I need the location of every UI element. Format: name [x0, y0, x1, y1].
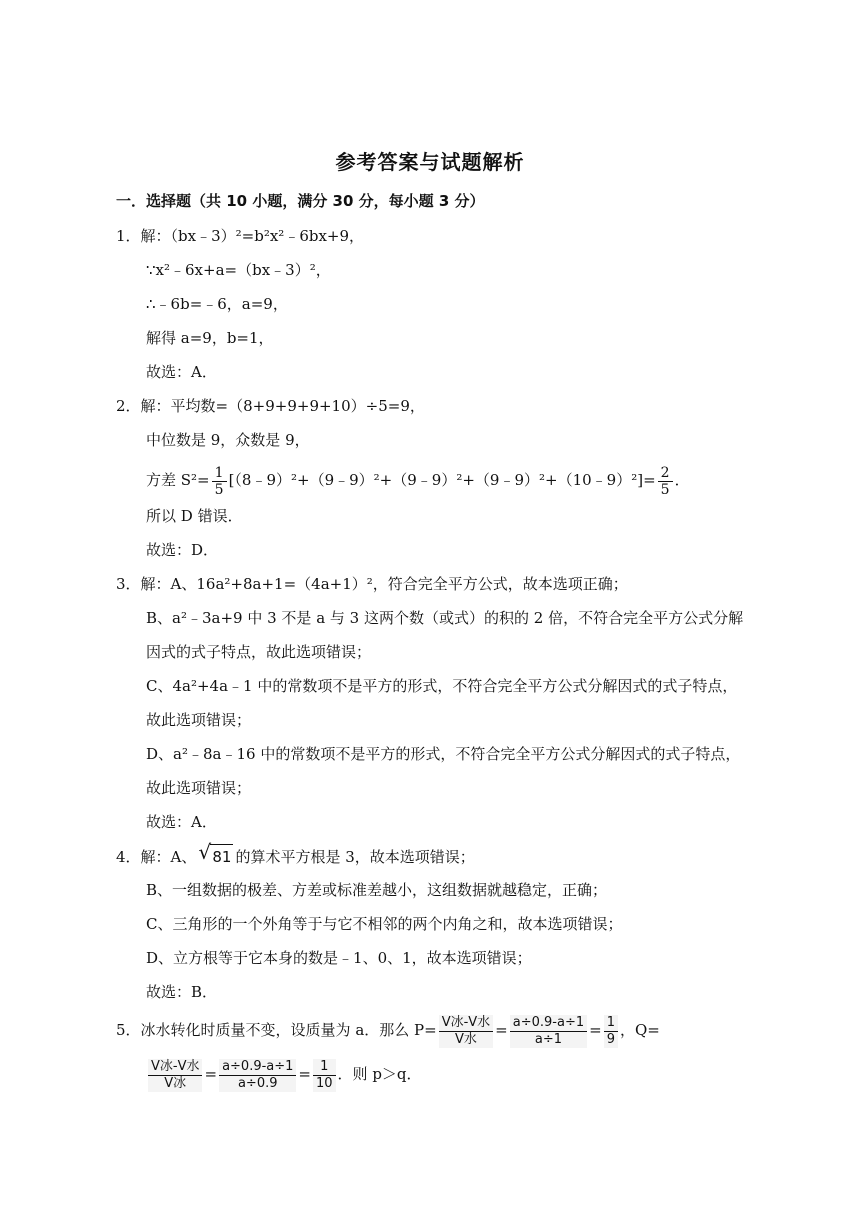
fraction-q-result — [313, 1059, 336, 1092]
q3-line8: 故选：A． — [146, 813, 217, 831]
q3-line4: C、4a²+4a﹣1 中的常数项不是平方的形式，不符合完全平方公式分解因式的式子特点， — [146, 677, 738, 695]
fraction-denominator: V冰 — [164, 1075, 187, 1091]
fraction-denominator: a÷0.9 — [237, 1075, 278, 1091]
fraction-numerator: V冰-V水 — [148, 1059, 202, 1076]
fraction-denominator: 9 — [606, 1031, 615, 1047]
q5-line1: 5．冰水转化时质量不变，设质量为 a．那么 P= $\frac{\text{V冰-V水}}{\text{V水}}$ = $\frac{a\div 0.9-a\div 1}{a\div 1}$ = $\frac{1}{9}$ ，Q= — [116, 1014, 660, 1047]
fraction-numerator: 2 — [658, 465, 673, 482]
fraction-one-fifth — [212, 465, 227, 498]
fraction-q-mass — [219, 1059, 296, 1092]
q2-variance-end: ． — [674, 471, 690, 489]
fraction-denominator: 5 — [660, 481, 670, 498]
q2-line4: 所以 D 错误． — [146, 507, 243, 525]
q3-line3: 因式的式子特点，故此选项错误； — [146, 643, 372, 661]
radicand: 81 — [210, 844, 233, 869]
q2-line5: 故选：D． — [146, 541, 219, 559]
fraction-numerator: 1 — [212, 465, 227, 482]
q3-line7: 故此选项错误； — [146, 779, 252, 797]
q2-line1: 2．解：平均数=（8+9+9+9+10）÷5=9， — [116, 397, 425, 415]
radical-sign: √ — [198, 840, 212, 864]
fraction-numerator: 1 — [313, 1059, 336, 1076]
q1-line4: 解得 a=9，b=1， — [146, 329, 274, 347]
q4-line3: C、三角形的一个外角等于与它不相邻的两个内角之和，故本选项错误； — [146, 915, 623, 933]
q5-line2-suffix: ．则 p＞q． — [337, 1065, 422, 1083]
q5-line2: $\frac{\text{V冰-V水}}{\text{V冰}}$ = $\frac{a\div 0.9-a\div 1}{a\div 0.9}$ = $\frac{1}{10}$ ．则 p＞q． — [146, 1054, 422, 1094]
fraction-numerator: 1 — [604, 1015, 618, 1032]
q3-line5: 故此选项错误； — [146, 711, 252, 729]
q2-variance-prefix: 方差 S²= — [146, 471, 210, 489]
fraction-numerator: V冰-V水 — [439, 1015, 493, 1032]
q1-line1: 1．解：（bx﹣3）²=b²x²﹣6bx+9， — [116, 227, 365, 245]
q1-line5: 故选：A． — [146, 363, 217, 381]
q4-line2: B、一组数据的极差、方差或标准差越小，这组数据就越稳定，正确； — [146, 881, 608, 899]
q3-line2: B、a²﹣3a+9 中 3 不是 a 与 3 这两个数（或式）的积的 2 倍，不符合完全平方公式分解 — [146, 609, 744, 627]
fraction-denominator: 10 — [316, 1075, 333, 1091]
fraction-p-mass — [510, 1015, 587, 1048]
fraction-denominator: 5 — [214, 481, 224, 498]
fraction-numerator: a÷0.9-a÷1 — [219, 1059, 296, 1076]
q4-line5: 故选：B． — [146, 983, 218, 1001]
q4-line4: D、立方根等于它本身的数是﹣1、0、1，故本选项错误； — [146, 949, 532, 967]
fraction-denominator: V水 — [454, 1031, 477, 1047]
q2-line2: 中位数是 9，众数是 9， — [146, 431, 310, 449]
fraction-denominator: a÷1 — [534, 1031, 562, 1047]
q4-line1-suffix: 的算术平方根是 3，故本选项错误； — [235, 848, 475, 866]
page-title: 参考答案与试题解析 — [335, 150, 525, 174]
fraction-two-fifths — [658, 465, 673, 498]
q2-variance-body: [（8﹣9）²+（9﹣9）²+（9﹣9）²+（9﹣9）²+（10﹣9）²]= — [228, 471, 656, 489]
fraction-p-volume — [439, 1015, 493, 1048]
q3-line6: D、a²﹣8a﹣16 中的常数项不是平方的形式，不符合完全平方公式分解因式的式子特点， — [146, 745, 741, 763]
section-heading: 一．选择题（共 10 小题，满分 30 分，每小题 3 分） — [116, 192, 485, 210]
q5-line1-mid: ，Q= — [619, 1021, 660, 1039]
square-root — [198, 840, 233, 869]
q4-line1-prefix: 4．解：A、 — [116, 848, 197, 866]
q3-line1: 3．解：A、16a²+8a+1=（4a+1）²，符合完全平方公式，故本选项正确； — [116, 575, 628, 593]
fraction-numerator: a÷0.9-a÷1 — [510, 1015, 587, 1032]
q1-line2: ∵x²﹣6x+a=（bx﹣3）²， — [146, 261, 331, 279]
fraction-p-result — [604, 1015, 618, 1048]
fraction-q-volume — [148, 1059, 202, 1092]
q2-variance-line — [146, 462, 690, 498]
q5-line1-prefix: 5．冰水转化时质量不变，设质量为 a．那么 P= — [116, 1021, 437, 1039]
q1-line3: ∴﹣6b=﹣6，a=9， — [146, 295, 288, 313]
q4-line1 — [116, 840, 475, 869]
